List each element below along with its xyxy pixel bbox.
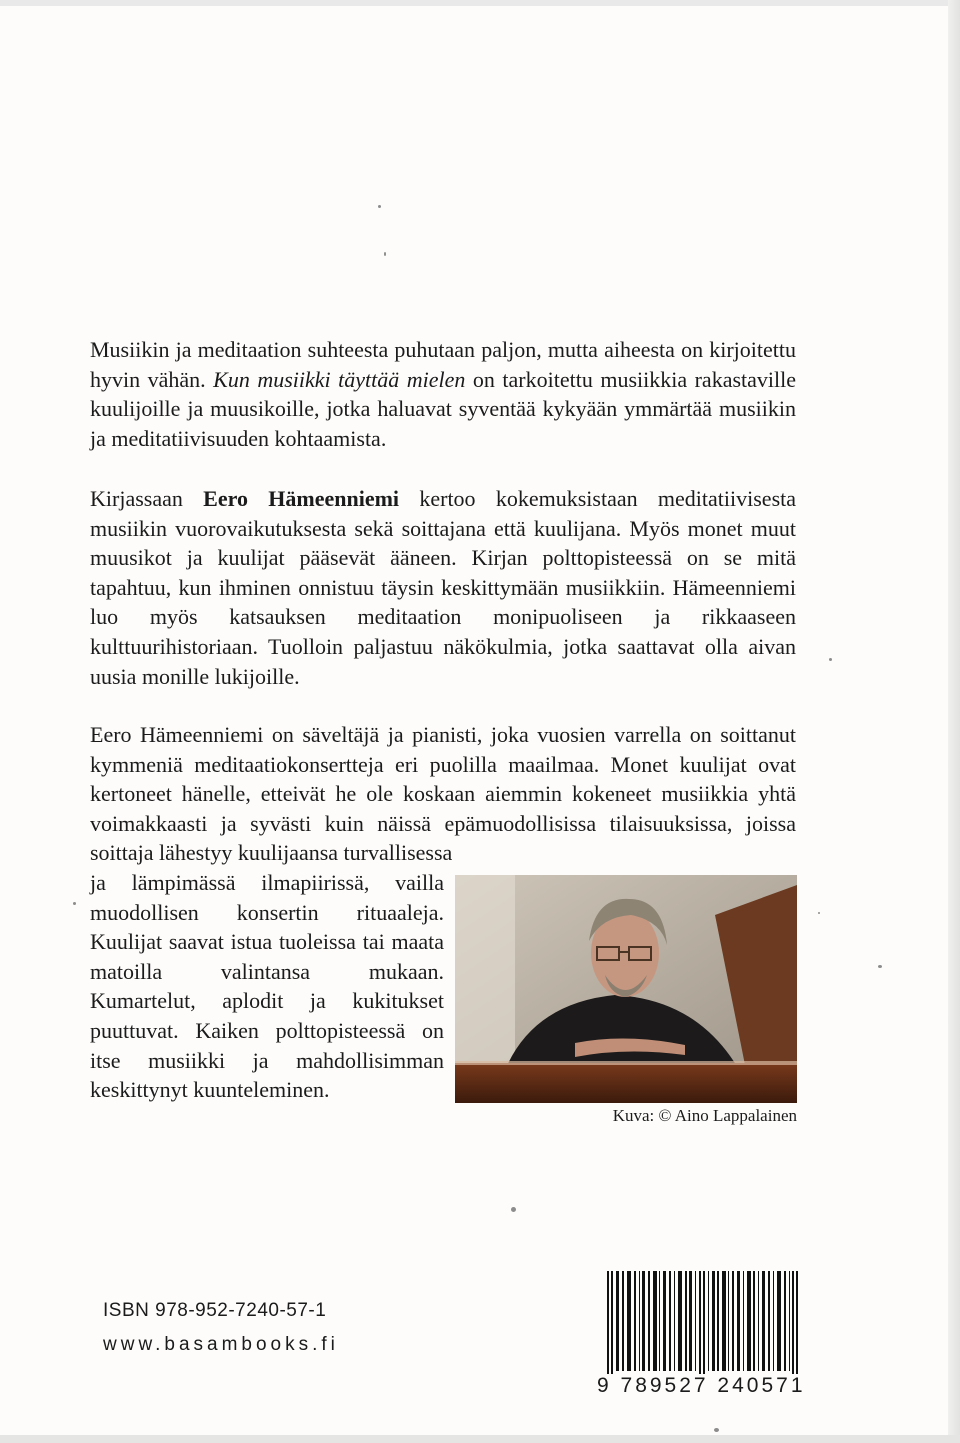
paper-speck <box>384 252 386 256</box>
cover-edge-top <box>0 0 960 6</box>
paper-speck <box>818 912 820 914</box>
cover-edge-right <box>948 0 960 1443</box>
intro-text-a: Musiikin ja meditaation suhteesta puhutaan paljon, mutta aiheesta on kirjoitettu hyvin vähän. <box>90 337 796 392</box>
blurb-paragraph-content <box>90 484 796 691</box>
paper-speck <box>378 205 381 208</box>
paper-speck <box>714 1428 719 1432</box>
content-text-b: kertoo kokemuksistaan meditatiivisesta musiikin vuorovaikutuksesta sekä soittajana että kuulijana. Myös monet muut muusikot ja kuulijat pääsevät ääneen. Kirjan polttopisteessä on se mitä tapahtuu, kun ihminen onnistuu täysin keskittymään musiikkiin. Hämeenniemi luo myös katsauksen meditaation monipuoliseen ja rikkaaseen kulttuurihistoriaan. Tuolloin paljastuu näkökulmia, jotka saattavat olla aivan uusia monille lukijoille. <box>90 486 797 689</box>
isbn-number: ISBN 978-952-7240-57-1 <box>103 1300 327 1321</box>
cover-edge-bottom <box>0 1435 960 1443</box>
paper-speck <box>878 965 882 968</box>
barcode-digits: 9 789527 240571 <box>597 1374 819 1398</box>
book-title: Kun musiikki täyttää mielen <box>213 366 466 392</box>
blurb-paragraph-bio: Eero Hämeenniemi on säveltäjä ja pianisti, joka vuosien varrella on soittanut kymmeniä meditaatiokonsertteja eri puolilla maailmaa. Monet kuulijat ovat kertoneet hänelle, etteivät he ole koskaan aiemmin kokeneet musiikkia yhtä voimakkaasti ja syvästi kuin näissä epämuodollisissa tilaisuuksissa, joissa soittaja lähestyy kuulijaansa turvallisessa <box>90 722 796 866</box>
photo-caption: Kuva: © Aino Lappalainen <box>612 1106 797 1125</box>
blurb-paragraph-bio-continued: ja lämpimässä ilmapiirissä, vailla muodollisen konsertin rituaaleja. Kuulijat saavat istua tuoleissa tai maata matoilla valintansa mukaan. Kumartelut, aplodit ja kukitukset puuttuvat. Kaiken polttopisteessä on itse musiikki ja mahdollisimman keskittynyt kuunteleminen. <box>90 870 444 1103</box>
barcode-bars <box>607 1271 798 1383</box>
paper-speck <box>829 658 832 661</box>
author-photo <box>455 875 797 1103</box>
publisher-website: www.basambooks.fi <box>103 1334 339 1355</box>
intro-text-b: on tarkoitettu musiikkia rakastaville kuulijoille ja muusikoille, jotka haluavat syventää kykyään ymmärtää musiikin ja meditatiivisuuden kohtaamista. <box>90 366 797 451</box>
author-photo-illustration <box>455 875 797 1103</box>
blurb-paragraph-intro <box>90 335 796 453</box>
paper-speck <box>511 1207 516 1212</box>
paper-speck <box>73 902 76 905</box>
author-name: Eero Hämeenniemi <box>203 486 400 511</box>
content-text-a: Kirjassaan <box>90 486 204 511</box>
